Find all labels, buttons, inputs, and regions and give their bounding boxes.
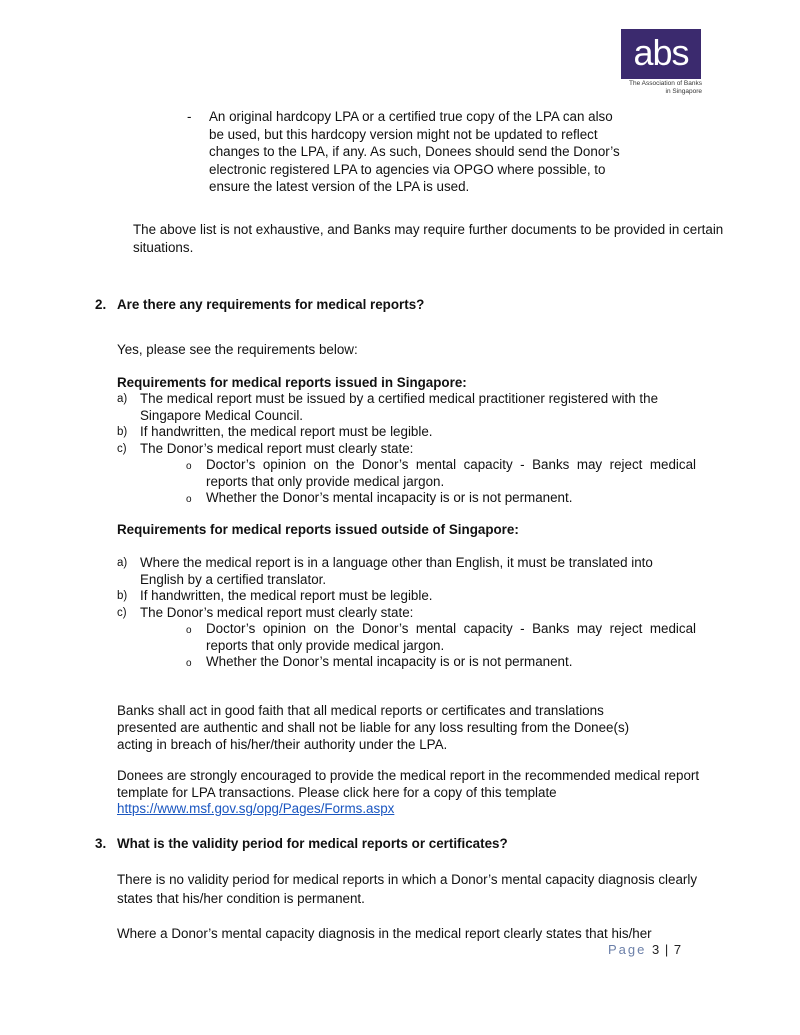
intro-list-item (187, 108, 627, 196)
list-marker: c) (117, 442, 127, 455)
logo-caption (610, 80, 702, 96)
list-marker: b) (117, 426, 128, 438)
list-item (117, 391, 697, 424)
list-item-text: Where the medical report is in a language other than English, it must be translated into English by a certified translator. (140, 555, 653, 587)
logo-caption-line1: The Association of Banks (629, 80, 702, 87)
sub-list-item (186, 654, 696, 671)
list-marker: a) (117, 393, 128, 405)
intro-item-text: An original hardcopy LPA or a certified true copy of the LPA can also be used, but this hardcopy version might not be updated to reflect changes to the LPA, if any. As such, Donees should send the Donor’s electronic registered LPA to agencies via OPGO where possible, to ensure the latest version of the LPA is used. (209, 109, 620, 194)
circle-bullet: o (186, 658, 192, 669)
not-exhaustive-paragraph: The above list is not exhaustive, and Banks may require further documents to be provided in certain situations. (133, 222, 724, 255)
template-link[interactable]: https://www.msf.gov.sg/opg/Pages/Forms.aspx (117, 801, 395, 816)
logo-caption-line2: in Singapore (665, 88, 702, 95)
section-3-number: 3. (95, 836, 107, 851)
template-paragraph (117, 768, 707, 818)
abs-logo (621, 29, 701, 79)
circle-bullet: o (186, 625, 192, 636)
outside-requirements-heading: Requirements for medical reports issued outside of Singapore: (117, 522, 519, 537)
list-item (117, 588, 697, 605)
circle-bullet: o (186, 461, 192, 472)
sub-list-item (186, 621, 696, 654)
sub-list-item-text: Whether the Donor’s mental incapacity is or is not permanent. (206, 654, 573, 669)
list-item (117, 605, 697, 622)
list-marker: b) (117, 590, 128, 602)
outside-sub-list (117, 621, 696, 671)
page-number: 3 (652, 942, 660, 957)
section-2-title: Are there any requirements for medical reports? (117, 297, 425, 312)
singapore-sub-list (117, 457, 696, 507)
list-item (117, 424, 697, 441)
page-total: 7 (673, 942, 682, 957)
sub-list-item-text: Doctor’s opinion on the Donor’s mental capacity - Banks may reject medical reports that only provide medical jargon. (206, 457, 696, 489)
section-3-heading (95, 835, 695, 853)
page-footer (608, 942, 681, 957)
good-faith-paragraph: Banks shall act in good faith that all medical reports or certificates and translations presented are authentic and shall not be liable for any loss resulting from the Donee(s) acting in breach of his/her/their authority under the LPA. (117, 703, 630, 752)
page-word: Page (608, 942, 647, 957)
sub-list-item (186, 457, 696, 490)
list-item-text: The Donor’s medical report must clearly state: (140, 604, 414, 620)
list-item-text: If handwritten, the medical report must be legible. (140, 424, 433, 439)
section-2-number: 2. (95, 297, 107, 312)
singapore-requirements-list (117, 391, 697, 507)
list-item (117, 555, 697, 588)
logo-brand: abs (633, 32, 689, 73)
section-3-title: What is the validity period for medical reports or certificates? (117, 836, 508, 851)
list-item-text: The medical report must be issued by a certified medical practitioner registered with the Singapore Medical Council. (140, 391, 659, 423)
template-text: Donees are strongly encouraged to provide the medical report in the recommended medical report template for LPA transactions. Please click here for a copy of this template (117, 768, 700, 800)
section-3-paragraph-1: There is no validity period for medical reports in which a Donor’s mental capacity diagnosis clearly states that his/her condition is permanent. (117, 872, 698, 906)
list-marker: a) (117, 557, 128, 569)
section-3-paragraph-2: Where a Donor’s mental capacity diagnosis in the medical report clearly states that his/her (117, 926, 652, 941)
list-item-text: If handwritten, the medical report must be legible. (140, 588, 433, 603)
list-item-text: The Donor’s medical report must clearly state: (140, 440, 414, 456)
section-2-lead: Yes, please see the requirements below: (117, 342, 358, 357)
circle-bullet: o (186, 494, 192, 505)
list-marker: c) (117, 606, 127, 619)
singapore-requirements-heading: Requirements for medical reports issued in Singapore: (117, 375, 467, 390)
outside-requirements-list (117, 555, 697, 671)
sub-list-item-text: Doctor’s opinion on the Donor’s mental capacity - Banks may reject medical reports that only provide medical jargon. (206, 621, 696, 653)
page-separator: | (664, 942, 669, 957)
dash-marker: - (187, 109, 192, 124)
list-item (117, 441, 697, 458)
sub-list-item-text: Whether the Donor’s mental incapacity is or is not permanent. (206, 490, 573, 505)
sub-list-item (186, 490, 696, 507)
section-2-heading (95, 296, 695, 314)
